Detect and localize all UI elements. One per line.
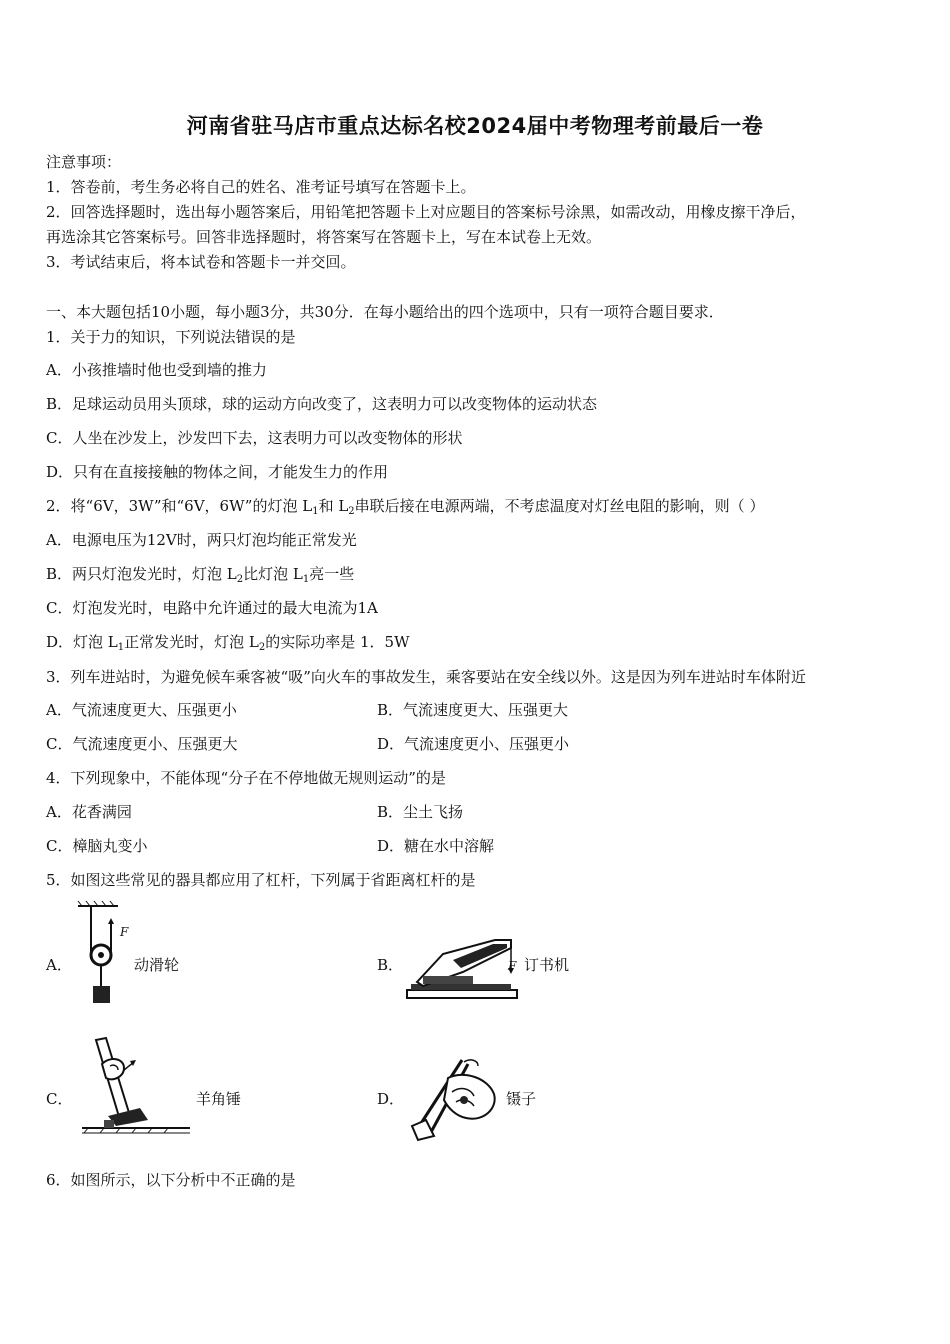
stapler-figure (403, 932, 523, 1004)
q4-option-c: C．樟脑丸变小 (46, 837, 148, 855)
q2-sub: 1 (312, 506, 319, 517)
force-label-b: F (508, 959, 517, 973)
q1-stem: 1．关于力的知识，下列说法错误的是 (46, 328, 296, 346)
q5-option-c-label: C． (46, 1090, 73, 1108)
q1-option-c: C．人坐在沙发上，沙发凹下去，这表明力可以改变物体的形状 (46, 429, 463, 447)
claw-hammer-figure (80, 1036, 192, 1140)
q6-stem: 6．如图所示，以下分析中不正确的是 (46, 1171, 296, 1189)
q2-sub: 2 (258, 642, 266, 653)
q2-option-c: C．灯泡发光时，电路中允许通过的最大电流为1A (46, 599, 378, 617)
section-heading: 一、本大题包括10小题，每小题3分，共30分．在每小题给出的四个选项中，只有一项符合题目要求． (46, 303, 724, 321)
q2-sub: 2 (348, 506, 355, 517)
q5-option-d-text: 镊子 (506, 1090, 537, 1108)
q2-sub: 2 (236, 574, 244, 585)
q1-option-b: B．足球运动员用头顶球，球的运动方向改变了，这表明力可以改变物体的运动状态 (46, 395, 598, 413)
q2-d-part1: D．灯泡 L (46, 633, 118, 651)
q4-option-d: D．糖在水中溶解 (377, 837, 495, 855)
q4-option-a: A．花香满园 (46, 803, 132, 821)
notice-item-3: 3．考试结束后，将本试卷和答题卡一并交回。 (46, 253, 356, 271)
q2-sub: 1 (302, 574, 310, 585)
q3-option-b: B．气流速度更大、压强更大 (377, 701, 569, 719)
q3-option-c: C．气流速度更小、压强更大 (46, 735, 238, 753)
q3-stem: 3．列车进站时，为避免候车乘客被“吸”向火车的事故发生，乘客要站在安全线以外。这是因为列车进站时车体附近 (46, 668, 806, 686)
q5-option-a-label: A． (46, 956, 72, 974)
tweezers-figure (404, 1056, 504, 1142)
q2-d-part3: 的实际功率是 1．5W (265, 633, 410, 651)
q5-option-a-text: 动滑轮 (134, 956, 180, 974)
notice-item-2-cont: 再选涂其它答案标号。回答非选择题时，将答案写在答题卡上，写在本试卷上无效。 (46, 228, 602, 246)
q5-option-d-label: D． (377, 1090, 405, 1108)
q5-stem: 5．如图这些常见的器具都应用了杠杆，下列属于省距离杠杆的是 (46, 871, 476, 889)
q3-option-a: A．气流速度更大、压强更小 (46, 701, 237, 719)
q2-stem-part1: 2．将“6V，3W”和“6V，6W”的灯泡 L (46, 497, 313, 515)
q4-stem: 4．下列现象中，不能体现“分子在不停地做无规则运动”的是 (46, 769, 446, 787)
notice-item-2: 2．回答选择题时，选出每小题答案后，用铅笔把答题卡上对应题目的答案标号涂黑，如需改动，用橡皮擦干净后， (46, 203, 806, 221)
page-title: 河南省驻马店市重点达标名校2024届中考物理考前最后一卷 (186, 114, 764, 138)
q5-option-b-text: 订书机 (524, 956, 570, 974)
notice-heading: 注意事项： (46, 153, 122, 171)
q3-option-d: D．气流速度更小、压强更小 (377, 735, 570, 753)
force-label-a: F (120, 925, 129, 939)
q5-option-b-label: B． (377, 956, 404, 974)
q2-option-a: A．电源电压为12V时，两只灯泡均能正常发光 (46, 531, 357, 549)
force-arrow-label-a (118, 922, 132, 940)
notice-item-1: 1．答卷前，考生务必将自己的姓名、准考证号填写在答题卡上。 (46, 178, 476, 196)
q2-option-b (46, 564, 354, 584)
q2-d-part2: 正常发光时，灯泡 L (124, 633, 259, 651)
movable-pulley-figure (74, 900, 134, 1008)
q1-option-a: A．小孩推墙时他也受到墙的推力 (46, 361, 267, 379)
force-arrow-label-b (507, 956, 521, 974)
q4-option-b: B．尘土飞扬 (377, 803, 464, 821)
q2-b-part3: 亮一些 (309, 565, 355, 583)
q2-option-d (46, 632, 410, 652)
q2-sub: 1 (117, 642, 125, 653)
q2-stem-part2: 和 L (318, 497, 349, 515)
q1-option-d: D．只有在直接接触的物体之间，才能发生力的作用 (46, 463, 389, 481)
q2-b-part2: 比灯泡 L (243, 565, 303, 583)
q5-option-c-text: 羊角锤 (196, 1090, 242, 1108)
q2-b-part1: B．两只灯泡发光时，灯泡 L (46, 565, 237, 583)
q2-stem (46, 496, 764, 516)
q2-stem-part3: 串联后接在电源两端，不考虑温度对灯丝电阻的影响，则（ ） (354, 497, 765, 515)
